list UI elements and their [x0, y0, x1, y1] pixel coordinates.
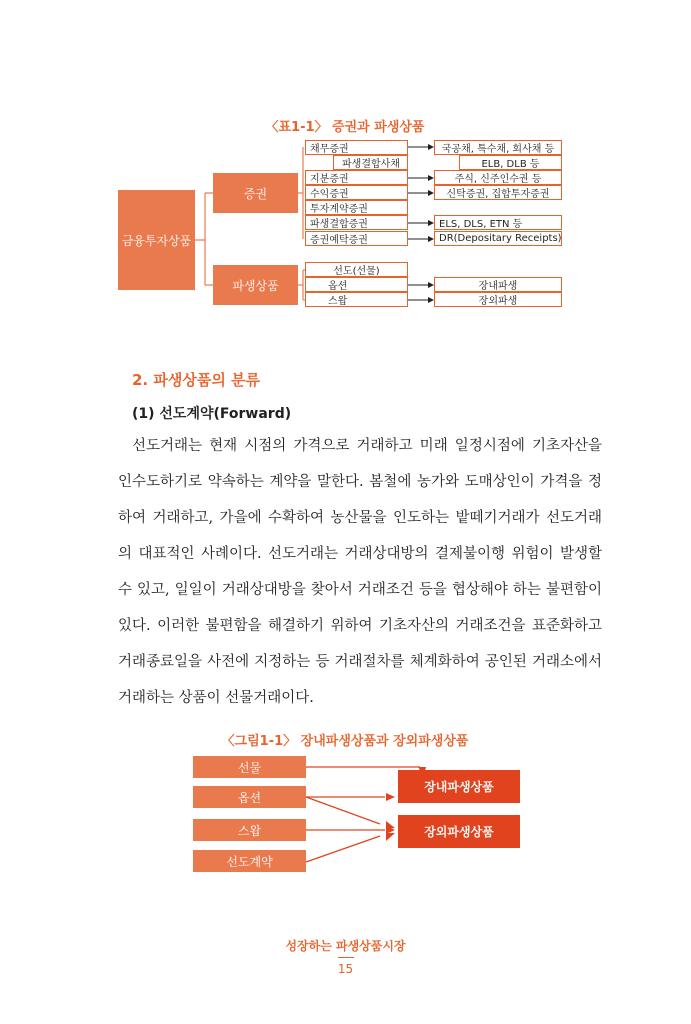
security-item-equity: 지분증권: [305, 170, 408, 185]
market-exchange-traded: 장내파생: [434, 277, 562, 292]
derivative-item-forward: 선도(선물): [305, 262, 408, 277]
security-item-derivative-linked-bond: 파생결합사채: [333, 155, 408, 170]
product-swaps: 스왑: [193, 819, 306, 841]
security-item-debt: 채무증권: [305, 140, 408, 155]
figure-caption: 〈그림1-1〉 장내파생상품과 장외파생상품: [221, 734, 469, 749]
product-futures: 선물: [193, 756, 306, 778]
security-item-depositary: 증권예탁증권: [305, 231, 408, 246]
derivative-item-swap: 스왑: [305, 292, 408, 307]
section-subheading: (1) 선도계약(Forward): [132, 406, 292, 422]
product-forwards: 선도계약: [193, 850, 306, 872]
market-otc: 장외파생: [434, 292, 562, 307]
example-els: ELS, DLS, ETN 등: [434, 215, 562, 230]
product-options: 옵션: [193, 786, 306, 808]
otc-derivatives: 장외파생상품: [398, 815, 520, 848]
derivatives-box: 파생상품: [213, 265, 298, 305]
body-paragraph: 선도거래는 현재 시점의 가격으로 거래하고 미래 일정시점에 기초자산을 인수도하기로 약속하는 계약을 말한다. 봄철에 농가와 도매상인이 가격을 정하여 거래하고, 가을에 수확하여 농산물을 인도하는 밭떼기거래가 선도거래의 대표적인 사례이다. 선도거래는 거래상대방의 결제불이행 위험이 발생할 수 있고, 일일이 거래상대방을 찾아서 거래조건 등을 협상해야 하는 불편함이 있다. 이러한 불편함을 해결하기 위하여 기초자산의 거래조건을 표준화하고 거래종료일을 사전에 지정하는 등 거래절차를 체계화하여 공인된 거래소에서 거래하는 상품이 선물거래이다.: [118, 438, 602, 706]
securities-box: 증권: [213, 173, 298, 213]
footer-divider: [338, 957, 354, 958]
footer-book-title: 성장하는 파생상품시장: [285, 939, 406, 953]
exchange-traded-derivatives: 장내파생상품: [398, 770, 520, 803]
derivative-item-option: 옵션: [305, 277, 408, 292]
table-caption: 〈표1-1〉 증권과 파생상품: [265, 120, 425, 135]
example-trust: 신탁증권, 집합투자증권: [434, 185, 562, 200]
section-heading: 2. 파생상품의 분류: [132, 371, 261, 389]
page-number: 15: [337, 962, 354, 976]
root-financial-investment-products: 금융투자상품: [118, 190, 195, 290]
example-debt: 국공채, 특수채, 회사채 등: [434, 140, 562, 155]
security-item-investment-contract: 투자계약증권: [305, 200, 408, 215]
security-item-derivative-linked: 파생결합증권: [305, 215, 408, 230]
example-equity: 주식, 신주인수권 등: [434, 170, 562, 185]
example-dr: DR(Depositary Receipts): [434, 231, 562, 246]
security-item-beneficiary: 수익증권: [305, 185, 408, 200]
example-elb: ELB, DLB 등: [459, 155, 562, 170]
